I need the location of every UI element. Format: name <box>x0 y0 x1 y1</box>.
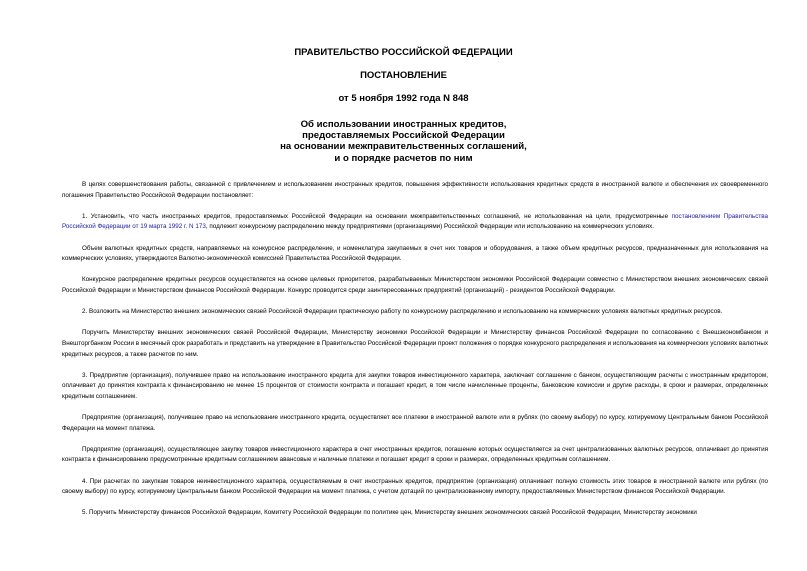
paragraph-text: , подлежит конкурсному распределению между предприятиями (организациями) Российской Федерации или использованию на коммерческих условиях. <box>205 223 654 231</box>
title-line: предоставляемых Российской Федерации <box>302 130 505 142</box>
paragraph-text: 1. Установить, что часть иностранных кредитов, предоставляемых Российской Федерации на основании межправительственных соглашений, не использованная на цели, предусмотренные <box>82 212 672 220</box>
paragraph-2: 2. Возложить на Министерство внешних экономических связей Российской Федерации практическую работу по конкурсному распределению и использованию на коммерческих условиях валютных кредитных ресурсов. <box>82 308 723 316</box>
paragraph-3-payments: Предприятие (организация), получившее право на использование иностранного кредита, осуществляет все платежи в иностранной валюте или в рублях (по своему выбору) по курсу, котируемому Центральным банком Российской Федерации на момент платежа. <box>62 414 768 432</box>
document-title <box>0 119 807 164</box>
paragraph-5: 5. Поручить Министерству финансов Российской Федерации, Комитету Российской Федерации по политике цен, Министерству внешних экономических связей Российской Федерации, Министерству экономики <box>82 509 697 517</box>
title-line: и о порядке расчетов по ним <box>334 152 473 164</box>
issuing-authority: ПРАВИТЕЛЬСТВО РОССИЙСКОЙ ФЕДЕРАЦИИ <box>294 47 513 58</box>
document-date: от 5 ноября 1992 года N 848 <box>338 93 469 104</box>
paragraph-1-volume: Объем валютных кредитных средств, направляемых на конкурсное распределение, и номенклатура закупаемых в счет них товаров и оборудования, а также объем кредитных ресурсов, предназначенных для использования на коммерческих условиях, утверждаются Валютно-экономической комиссией Правительства Российской Федерации. <box>62 244 768 263</box>
paragraph-preamble: В целях совершенствования работы, связанной с привлечением и использованием иностранных кредитов, повышения эффективности использования кредитных средств в иностранной валюте и обеспечения их своевременного погашения Правительство Российской Федерации постановляет: <box>62 181 768 199</box>
paragraph-4: 4. При расчетах по закупкам товаров неинвестиционного характера, осуществляемым в счет иностранных кредитов, предприятие (организация) оплачивает полную стоимость этих товаров в иностранной валюте или рублях (по своему выбору) по курсу, котируемому Центральным банком Российской Федерации на момент платежа, с учетом дотаций по централизованному импорту, предоставляемых Министерством финансов Российской Федерации. <box>62 477 768 496</box>
paragraph-1-competition: Конкурсное распределение кредитных ресурсов осуществляется на основе целевых приоритетов, разрабатываемых Министерством экономики Российской Федерации совместно с Министерством внешних экономических связей Российской Федерации и Министерством финансов Российской Федерации. Конкурс проводится среди заинтересованных предприятий (организаций) - резидентов Российской Федерации. <box>62 276 768 294</box>
paragraph-3: 3. Предприятие (организация), получившее право на использование иностранного кредита для закупки товаров инвестиционного характера, заключает соглашение с банком, осуществляющим расчеты с иностранным кредитором, оплачивает до принятия контракта к финансированию не менее 15 процентов от стоимости контракта и погашает кредит, в том числе начисленные проценты, банковские комиссии и другие расходы, в сроки и размерах, определенных кредитным соглашением. <box>62 371 768 400</box>
paragraph-3-investment: Предприятие (организация), осуществляющее закупку товаров инвестиционного характера в счет иностранных кредитов, погашение которых осуществляется за счет централизованных валютных ресурсов, оплачивает до принятия контракта к финансированию предусмотренные кредитным соглашением авансовые и наличные платежи и погашает кредит в сроки и размерах, определенных кредитным соглашением. <box>62 445 768 464</box>
document-type: ПОСТАНОВЛЕНИЕ <box>360 70 447 81</box>
title-line: Об использовании иностранных кредитов, <box>300 119 507 130</box>
paragraph-2-instruction: Поручить Министерству внешних экономических связей Российской Федерации, Министерству экономики Российской Федерации и Министерству финансов Российской Федерации по согласованию с Внешэкономбанком и Внешторгбанком России в месячный срок разработать и представить на утверждение в Правительство Российской Федерации проект положения о порядке конкурсного распределения и использования на коммерческих условиях валютных кредитных ресурсов, а также расчетов по ним. <box>62 329 768 358</box>
resolution-173-link[interactable]: постановлением Правительства Российской Федерации от 19 марта 1992 г. N 173 <box>62 212 769 231</box>
title-line: на основании межправительственных соглашений, <box>280 141 527 153</box>
document-body <box>62 180 768 519</box>
paragraph-1 <box>62 212 768 233</box>
